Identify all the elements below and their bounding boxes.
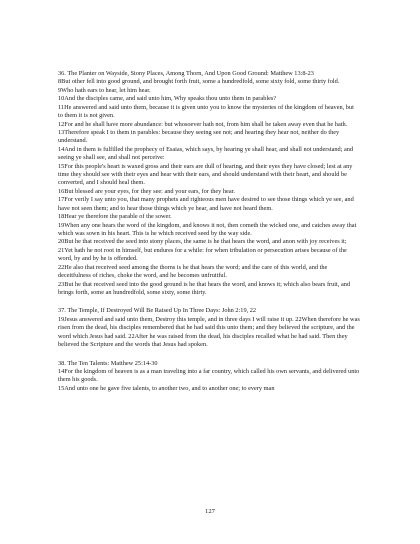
verse-12: 12For and he shall have more abundance: but whosoever hath not, from him shall be taken away even that he hath. <box>58 120 348 128</box>
verse-15: 15For this people's heart is waxed gross and their ears are dull of hearing, and their eyes they have closed; lest at any time they should see with their eyes and hear with their ears, and should understand with their heart, and should be converted, and I should heal them. <box>58 162 353 187</box>
section-temple <box>58 307 360 349</box>
section-talents <box>58 360 360 394</box>
verse-13: 13Therefore speak I to them in parables: because they seeing see not; and hearing they hear not, neither do they understand. <box>58 128 340 145</box>
verse-22: 22He also that received seed among the thorns is he that hears the word; and the care of this world, and the deceitfulness of riches, choke the word, and he becomes unfruitful. <box>58 263 328 280</box>
verse-16: 16But blessed are your eyes, for they see: and your ears, for they hear. <box>58 187 235 195</box>
verse-10: 10And the disciples came, and said unto him, Why speaks thou unto them in parables? <box>58 95 277 103</box>
verse-9: 9Who hath ears to hear, let him hear. <box>58 86 151 94</box>
verse-23: 23But he that received seed into the good ground is he that hears the word, and knows it; which also bears fruit, and brings forth, some an hundredfold, some sixty, some thirty. <box>58 280 351 296</box>
section-heading: 37. The Temple, If Destroyed Will Be Raised Up In Three Days: John 2:19, 22 <box>58 307 257 315</box>
verse-20: 20But he that received the seed into stony places, the same is he that hears the word, and anon with joy receives it; <box>58 238 347 246</box>
verse-14: 14For the kingdom of heaven is as a man traveling into a far country, which called his own servants, and delivered unto them his goods. <box>58 367 360 384</box>
verse-11: 11He answered and said unto them, because it is given unto you to know the mysteries of the kingdom of heaven, but to them it is not given. <box>58 103 354 120</box>
verse-21: 21Yet hath he not root in himself, but endures for a while: for when tribulation or persecution arises because of the word, by and by he is offended. <box>58 246 347 263</box>
page-number: 127 <box>205 508 215 515</box>
verse-19: 19When any one hears the word of the kingdom, and knows it not, then cometh the wicked one, and catches away that which was sown in his heart. This is he which received seed by the way side. <box>58 221 357 238</box>
verse-8: 8But other fell into good ground, and brought forth fruit, some a hundredfold, some sixty fold, some thirty fold. <box>58 78 340 86</box>
verse-17: 17For verily I say unto you, that many prophets and righteous men have desired to see those things which ye see, and have not seen them; and to hear those things which ye hear, and have not heard them. <box>58 196 354 212</box>
page-body <box>58 70 360 393</box>
verse-14: 14And in them is fulfilled the prophecy of Esaias, which says, by hearing ye shall hear, and shall not understand; and seeing ye shall see, and shall not perceive: <box>58 145 354 162</box>
section-planter <box>58 70 360 297</box>
section-divider <box>58 350 360 360</box>
verse-15: 15And unto one he gave five talents, to another two, and to another one; to every man <box>58 384 275 392</box>
section-heading: 38. The Ten Talents: Matthew 25:14-30 <box>58 359 158 367</box>
section-heading: 36. The Planter on Wayside, Stony Places, Among Thorn, And Upon Good Ground: Matthew 13:8-23 <box>58 70 314 77</box>
section-divider <box>58 297 360 307</box>
verse-18: 18Hear ye therefore the parable of the sower. <box>58 213 172 221</box>
verse-19-22: 19Jesus answered and said unto them, Destroy this temple, and in three days I will raise it up. 22When therefore he was risen from the dead, his disciples remembered that he had said this unto them; and they believed the scripture, and the word which Jesus had said. 22After he was raised from the dead, his disciples recalled what he had said. Then they believed the Scripture and the words that Jesus had spoken. <box>58 315 360 349</box>
